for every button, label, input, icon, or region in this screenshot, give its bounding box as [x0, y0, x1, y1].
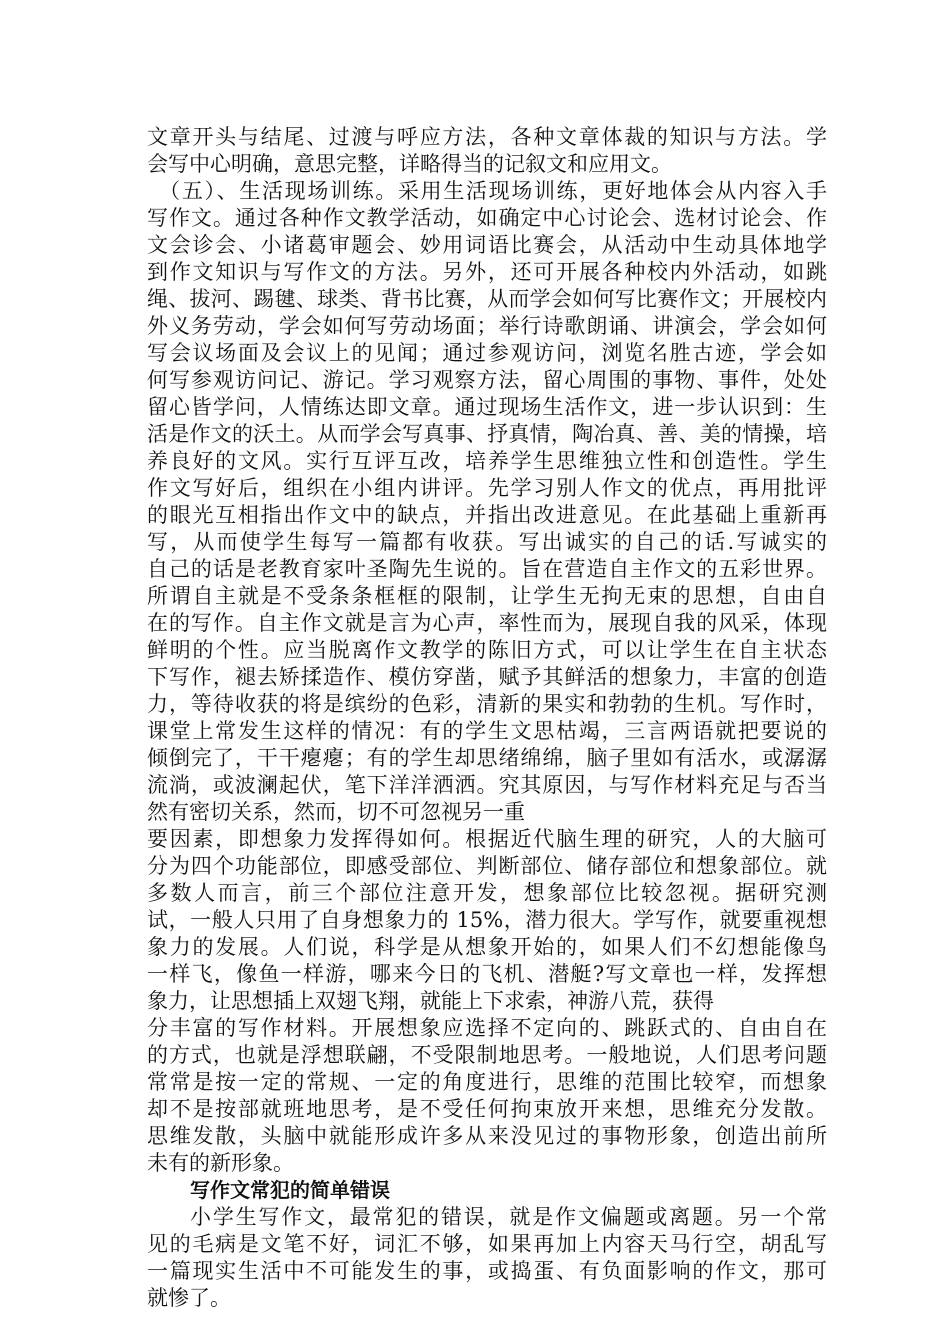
text-line: 试，一般人只用了自身想象力的 15%，潜力很大。学写作，就要重视想 [147, 908, 827, 932]
text-line: 作文写好后，组织在小组内讲评。先学习别人作文的优点，再用批评 [147, 476, 827, 500]
text-line: 常常是按一定的常规、一定的角度进行，思维的范围比较窄，而想象 [147, 1070, 827, 1094]
text-line: 多数人而言，前三个部位注意开发，想象部位比较忽视。据研究测 [147, 881, 827, 905]
text-line: 象力的发展。人们说，科学是从想象开始的，如果人们不幻想能像鸟 [147, 935, 827, 959]
text-line: 写，从而使学生每写一篇都有收获。写出诚实的自己的话.写诚实的 [147, 530, 827, 554]
text-line: 鲜明的个性。应当脱离作文教学的陈旧方式，可以让学生在自主状态 [147, 638, 827, 662]
text-line: 留心皆学问，人情练达即文章。通过现场生活作文，进一步认识到：生 [147, 395, 827, 419]
text-line: 在的写作。自主作文就是言为心声，率性而为，展现自我的风采，体现 [147, 611, 827, 635]
text-line: 一篇现实生活中不可能发生的事，或捣蛋、有负面影响的作文，那可 [147, 1259, 827, 1283]
text-line: 未有的新形象。 [147, 1151, 294, 1175]
text-line: 外义务劳动，学会如何写劳动场面；举行诗歌朗诵、讲演会，学会如何 [147, 314, 827, 338]
text-line: 就惨了。 [147, 1286, 231, 1310]
text-line: 写作文。通过各种作文教学活动，如确定中心讨论会、选材讨论会、作 [147, 206, 827, 230]
text-line: 思维发散，头脑中就能形成许多从来没见过的事物形象，创造出前所 [147, 1124, 827, 1148]
text-line: 自己的话是老教育家叶圣陶先生说的。旨在营造自主作文的五彩世界。 [147, 557, 827, 581]
text-line: 何写参观访问记、游记。学习观察方法，留心周围的事物、事件，处处 [147, 368, 827, 392]
text-line: 的方式，也就是浮想联翩，不受限制地思考。一般地说，人们思考问题 [147, 1043, 827, 1067]
text-line: 见的毛病是文笔不好，词汇不够，如果再加上内容天马行空，胡乱写 [147, 1232, 827, 1256]
text-line: 活是作文的沃土。从而学会写真事、抒真情，陶冶真、善、美的情操，培 [147, 422, 827, 446]
text-line: 下写作，褪去矫揉造作、模仿穿凿，赋予其鲜活的想象力，丰富的创造 [147, 665, 827, 689]
text-line: 到作文知识与写作文的方法。另外，还可开展各种校内外活动，如跳 [147, 260, 827, 284]
text-line: 绳、拔河、踢毽、球类、背书比赛，从而学会如何写比赛作文；开展校内 [147, 287, 827, 311]
text-line: 文会诊会、小诸葛审题会、妙用词语比赛会，从活动中生动具体地学 [147, 233, 827, 257]
text-line: 的眼光互相指出作文中的缺点，并指出改进意见。在此基础上重新再 [147, 503, 827, 527]
text-line: 流淌，或波澜起伏，笔下洋洋洒洒。究其原因，与写作材料充足与否当 [147, 773, 827, 797]
text-line: 养良好的文风。实行互评互改，培养学生思维独立性和创造性。学生 [147, 449, 827, 473]
text-line: 要因素，即想象力发挥得如何。根据近代脑生理的研究，人的大脑可 [147, 827, 827, 851]
text-line: 然有密切关系，然而，切不可忽视另一重 [147, 800, 525, 824]
text-line: 写会议场面及会议上的见闻；通过参观访问，浏览名胜古迹，学会如 [147, 341, 827, 365]
text-line: 课堂上常发生这样的情况：有的学生文思枯竭，三言两语就把要说的 [147, 719, 827, 743]
text-line: 所谓自主就是不受条条框框的限制，让学生无拘无束的思想，自由自 [147, 584, 827, 608]
text-line: 却不是按部就班地思考，是不受任何拘束放开来想，思维充分发散。 [147, 1097, 827, 1121]
text-line: （五）、生活现场训练。采用生活现场训练，更好地体会从内容入手 [147, 179, 827, 203]
text-line: 象力，让思想插上双翅飞翔，就能上下求索，神游八荒，获得 [147, 989, 714, 1013]
text-line: 倾倒完了，干干瘪瘪；有的学生却思绪绵绵，脑子里如有活水，或潺潺 [147, 746, 827, 770]
text-line: 力，等待收获的将是缤纷的色彩，清新的果实和勃勃的生机。写作时， [147, 692, 827, 716]
text-line: 一样飞，像鱼一样游，哪来今日的飞机、潜艇?写文章也一样，发挥想 [147, 962, 827, 986]
text-line: 文章开头与结尾、过渡与呼应方法，各种文章体裁的知识与方法。学 [147, 125, 827, 149]
text-line: 小学生写作文，最常犯的错误，就是作文偏题或离题。另一个常 [190, 1205, 827, 1229]
text-line: 分为四个功能部位，即感受部位、判断部位、储存部位和想象部位。就 [147, 854, 827, 878]
text-line: 会写中心明确，意思完整，详略得当的记叙文和应用文。 [147, 152, 672, 176]
section-heading: 写作文常犯的简单错误 [190, 1178, 390, 1202]
text-line: 分丰富的写作材料。开展想象应选择不定向的、跳跃式的、自由自在 [147, 1016, 827, 1040]
